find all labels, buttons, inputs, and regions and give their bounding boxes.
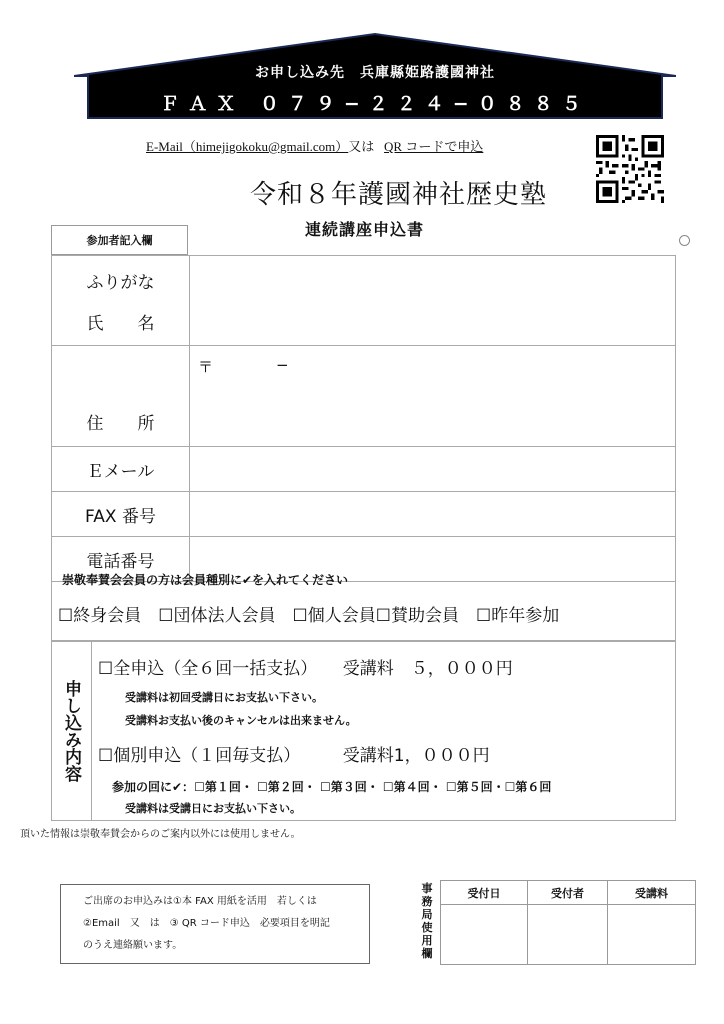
- office-use-label-text: 事務局使用欄: [421, 882, 433, 960]
- qr-text: QR コードで申込: [384, 139, 484, 154]
- postal-dash: −: [276, 356, 289, 374]
- office-cell-received-date[interactable]: [441, 905, 528, 965]
- office-use-label: [420, 882, 434, 960]
- single-fee: 1，０００円: [393, 746, 490, 766]
- instructions-box: [60, 884, 370, 964]
- name-label-cell: [52, 256, 190, 346]
- page-title: 令和８年護國神社歴史塾: [250, 180, 548, 210]
- email-field[interactable]: [190, 447, 676, 492]
- member-option-corporate[interactable]: ☐団体法人会員: [158, 606, 276, 626]
- email-label: Ｅメール: [52, 447, 190, 492]
- instruction-line-1: ご出席のお申込みは①本 FAX 用紙を活用 若しくは: [83, 896, 317, 907]
- single-note: 受講料は受講日にお支払い下さい。: [125, 802, 301, 815]
- membership-note: 崇敬奉賛会会員の方は会員種別に✔を入れてください: [62, 573, 349, 587]
- name-label: 氏 名: [86, 313, 155, 334]
- fax-field[interactable]: [190, 492, 676, 537]
- member-option-supporting[interactable]: ☐賛助会員: [375, 606, 459, 626]
- privacy-note: 頂いた情報は崇敬奉賛会からのご案内以外には使用しません。: [20, 829, 301, 840]
- membership-options: [58, 601, 559, 626]
- form-subtitle: 連続講座申込書: [305, 220, 425, 239]
- round-1[interactable]: ☐第１回: [194, 780, 241, 794]
- email-link[interactable]: E-Mail（himejigokoku@gmail.com）: [146, 139, 349, 154]
- round-2[interactable]: ☐第２回: [257, 780, 304, 794]
- member-option-lifetime[interactable]: ☐終身会員: [58, 606, 142, 626]
- office-cell-receiver[interactable]: [528, 905, 608, 965]
- address-label: 住 所: [52, 346, 190, 447]
- qr-code-icon[interactable]: [596, 135, 664, 203]
- contact-line: [146, 136, 483, 155]
- rounds-prefix: 参加の回に✔：: [112, 780, 195, 794]
- full-note-2: 受講料お支払い後のキャンセルは出来ません。: [125, 714, 357, 727]
- round-selection: 参加の回に✔：☐第１回・ ☐第２回・ ☐第３回・ ☐第４回・ ☐第５回・☐第６回: [112, 780, 552, 794]
- instruction-line-3: のうえ連絡願います。: [83, 940, 183, 951]
- circle-mark: [679, 235, 690, 246]
- instruction-line-2: ②Email 又 は ③ QR コード申込 必要項目を明記: [83, 918, 330, 929]
- member-option-individual[interactable]: ☐個人会員: [292, 606, 376, 626]
- full-option-label: ☐全申込（全６回一括支払）: [98, 659, 309, 679]
- office-col-fee: 受講料: [608, 881, 696, 905]
- furigana-label: ふりがな: [86, 272, 155, 293]
- membership-section: [51, 567, 676, 641]
- full-fee-label: 受講料: [342, 659, 394, 679]
- participant-section-label: 参加者記入欄: [51, 225, 188, 255]
- full-fee: ５，０００円: [410, 659, 513, 679]
- office-cell-fee[interactable]: [608, 905, 696, 965]
- round-6[interactable]: ☐第６回: [504, 780, 552, 794]
- office-use-table: [440, 880, 696, 965]
- round-4[interactable]: ☐第４回: [382, 780, 430, 794]
- full-note-1: 受講料は初回受講日にお支払い下さい。: [125, 691, 323, 704]
- tel-label: 電話番号: [52, 537, 190, 582]
- fax-number: ＦＡＸ ０７９−２２４−０８８５: [160, 93, 590, 115]
- single-fee-label: 受講料: [342, 746, 394, 766]
- name-field[interactable]: [190, 256, 676, 346]
- postal-mark: 〒: [198, 358, 214, 376]
- office-col-received-date: 受付日: [441, 881, 528, 905]
- round-5[interactable]: ☐第５回: [445, 780, 493, 794]
- address-field[interactable]: [190, 346, 676, 447]
- or-text: 又は: [348, 139, 375, 154]
- fax-label: FAX 番号: [52, 492, 190, 537]
- application-side-label: 申し込み内容: [52, 642, 92, 820]
- office-col-receiver: 受付者: [528, 881, 608, 905]
- single-option-label: ☐個別申込（１回毎支払）: [98, 746, 292, 766]
- application-destination: お申し込み先 兵庫縣姫路護國神社: [255, 65, 495, 81]
- member-option-last-year[interactable]: ☐昨年参加: [476, 606, 560, 626]
- single-application-option[interactable]: [98, 741, 490, 766]
- full-application-option[interactable]: [98, 654, 513, 679]
- round-3[interactable]: ☐第３回: [319, 780, 367, 794]
- participant-form-table: [51, 255, 676, 582]
- application-section: [51, 641, 676, 821]
